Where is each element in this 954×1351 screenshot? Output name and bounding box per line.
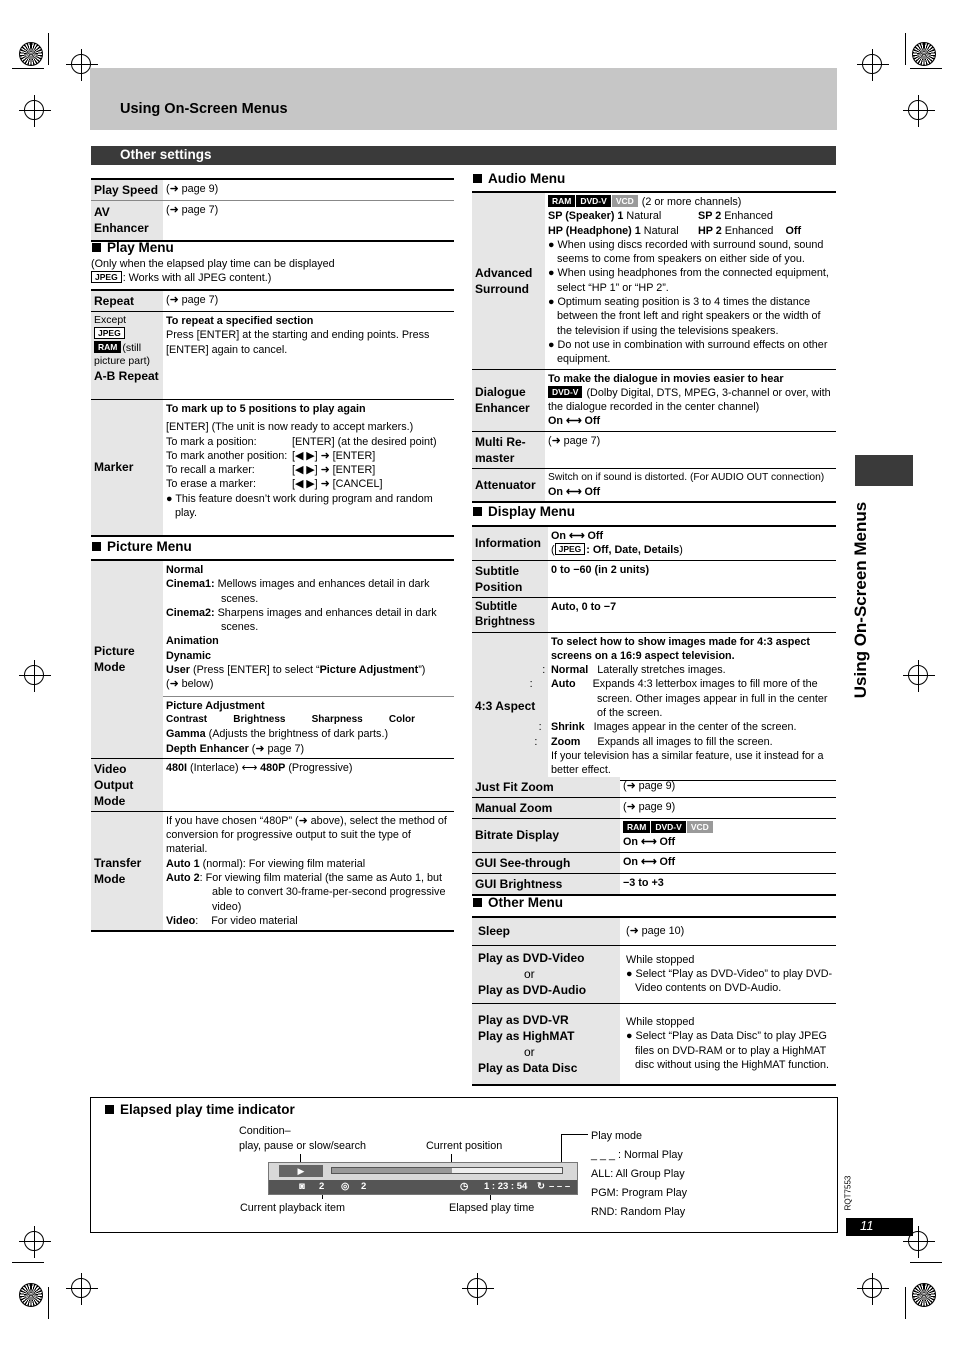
picture-menu-table: Picture Mode Normal Cinema1: Mellows images and enhances detail in dark scenes. Cinema2: Sharpens images and enhances detail in dark scenes. Animation Dynamic User (Press [ENTER] to select “Picture Adjustment”) (➜ below) Picture Adjustment Contrast Brightness Sharpness Color Gamma (Adjusts the brightness of dark parts.) Depth Enhancer (➜ page 7) Video Output Mode 480I (Interlace) ⟷ 480P (Progressive) Transfer Mode If you have chosen “480P” (➜ above), select the method of conversion for progressive output to suit the type of material. Auto 1 (normal): For viewing film material Auto 2: For viewing film material (the same as Auto 1, but able to convert 30-frame-per-second progressive video) Video: For video material (91, 559, 454, 932)
list-item: Auto: Expands 4:3 letterbox images to fill more of the screen. Other images appear in full in the center of the screen. (529, 678, 828, 720)
registration-wheel-icon (19, 42, 43, 66)
audio-menu-table: Advanced Surround RAM DVD-V VCD (2 or more channels) SP (Speaker) 1 Natural SP 2 Enhanced HP (Headphone) 1 Natural HP 2 Enhanced Off ● When using discs recorded with surround sound, sound seems to come from speakers on either side of you. ● When using headphones from the connected equipment, select “HP 1” or “HP 2”. ● Optimum seating position is 3 to 4 times the distance between the front left and right speakers or the width of the television if using the televisions speakers. ● Do not use in combination with surround effects on other equipment. Dialogue Enhancer To make the dialogue in movies easier to hear DVD-V (Dolby Digital, DTS, MPEG, 3-channel or over, with the dialogue recorded in the center channel) On ⟷ Off Multi Re-master (➜ page 7) Attenuator Switch on if sound is distorted. (For AUDIO OUT connection) On ⟷ Off (472, 191, 836, 503)
crosshair-icon (24, 1231, 44, 1251)
repeat-icon: ↻ (537, 1181, 545, 1192)
picture-menu-heading: Picture Menu (92, 539, 192, 554)
other-menu-table: Sleep (➜ page 10) Play as DVD-Video or Play as DVD-Audio While stopped ● Select “Play as DVD-Video” to play DVD-Video contents on DVD-Audio. Play as DVD-VR Play as HighMAT or Play as Data Disc While stopped ● Select “Play as Data Disc” to play JPEG files on DVD-RAM or to play a HighMAT disc without using the HighMAT function. (472, 916, 836, 1086)
play-mode-legend: Play mode _ _ _ : Normal Play ALL: All Group Play PGM: Program Play RND: Random Play (591, 1130, 687, 1218)
elapsed-heading: Elapsed play time indicator (105, 1102, 295, 1117)
crosshair-icon (71, 1278, 91, 1298)
registration-wheel-icon (912, 42, 936, 66)
marker-row: To mark another position: [◀ ▶] ➜ [ENTER] (166, 449, 376, 462)
crosshair-icon (862, 54, 882, 74)
marker-row: To mark a position: [ENTER] (at the desired point) (166, 435, 437, 448)
page-number: 11 (846, 1218, 913, 1236)
audio-menu-heading: Audio Menu (473, 171, 565, 186)
play-menu-note: (Only when the elapsed play time can be displayed JPEG : Works with all JPEG content.) (91, 258, 335, 285)
disc-icon: ◙ (299, 1181, 305, 1192)
crosshair-icon (71, 54, 91, 74)
elapsed-time-label: Elapsed play time (449, 1202, 535, 1214)
list-item: Normal: Laterally stretches images. (542, 664, 726, 677)
registration-wheel-icon (19, 1283, 43, 1307)
crosshair-icon (908, 100, 928, 120)
crosshair-icon (24, 100, 44, 120)
page-title: Using On-Screen Menus (120, 101, 288, 117)
play-state-icon: ▶ (279, 1165, 323, 1177)
page-header (90, 68, 837, 130)
other-menu-heading: Other Menu (473, 895, 563, 910)
elapsed-display: ▶ ◙ 2 ◎ 2 ◷ 1 : 23 : 54 ↻ – – – (268, 1162, 578, 1195)
list-item: ● When using headphones from the connected equipment, select “HP 1” or “HP 2”. (548, 267, 829, 294)
marker-row: To recall a marker: [◀ ▶] ➜ [ENTER] (166, 464, 376, 477)
display-menu-table-2: Just Fit Zoom (➜ page 9) Manual Zoom (➜ page 9) Bitrate Display RAM DVD-V VCD On ⟷ Off GUI See-through On ⟷ Off GUI Brightness −3 to +3 (472, 777, 836, 896)
list-item: Zoom: Expands all images to fill the screen. (534, 735, 773, 748)
display-menu-heading: Display Menu (473, 504, 575, 519)
crosshair-icon (467, 1278, 487, 1298)
registration-wheel-icon (912, 1283, 936, 1307)
display-menu-table: Information On ⟷ Off ( JPEG : Off, Date, Details) Subtitle Position 0 to −60 (in 2 units) Subtitle Brightness Auto, 0 to −7 4:3 Aspect To select how to show images made for 4:3 aspect screens on a 16:9 aspect television. Normal: Laterally stretches images. Auto: Expands 4:3 letterbox images to fill more of the screen. Other images appear in full in the center of the screen. Shrink: Images appear in the center of the screen. Zoom: Expands all images to fill the screen. If your television has a similar feature, use it instead for a better effect. (472, 525, 836, 781)
track-icon: ◎ (341, 1181, 350, 1192)
condition-label: Condition– play, pause or slow/search (239, 1125, 367, 1152)
crosshair-icon (24, 665, 44, 685)
side-tab (855, 455, 913, 486)
clock-icon: ◷ (460, 1181, 469, 1192)
marker-row: To erase a marker: [◀ ▶] ➜ [CANCEL] (166, 478, 383, 491)
current-position-label: Current position (426, 1140, 503, 1152)
play-menu-heading: Play Menu (92, 240, 174, 255)
doc-code: RQT7553 (843, 1175, 853, 1211)
crosshair-icon (908, 665, 928, 685)
list-item: ● Do not use in combination with surround effects on other equipment. (548, 338, 828, 366)
list-item: Shrink: Images appear in the center of the screen. (538, 721, 797, 734)
crosshair-icon (862, 1278, 882, 1298)
section-bar: Other settings (91, 146, 836, 165)
position-bar (331, 1167, 563, 1174)
play-menu-table: Repeat (➜ page 7) Except JPEG RAM (still picture part) A-B Repeat To repeat a specified section Press [ENTER] at the starting and ending points. Press [ENTER] again to cancel. Marker To mark up to 5 positions to play again [ENTER] (The unit is now ready to accept markers.) To mark a position: [ENTER] (at the desired point) To mark another position: [◀ ▶] ➜ [ENTER] To recall a marker: [◀ ▶] ➜ [ENTER] To erase a marker: [◀ ▶] ➜ [CANCEL] ● This feature doesn’t work during program and random play. (91, 289, 454, 537)
list-item: ● When using discs recorded with surround sound, sound seems to come from speakers on either side of you. (548, 238, 824, 266)
side-title: Using On-Screen Menus (851, 501, 870, 699)
top-settings-table: Play Speed (➜ page 9) AV Enhancer (➜ page 7) (91, 178, 454, 242)
current-item-label: Current playback item (240, 1202, 346, 1214)
list-item: ● Optimum seating position is 3 to 4 times the distance between the front left and right speakers or the width of the television if using the televisions speakers. (548, 296, 821, 337)
